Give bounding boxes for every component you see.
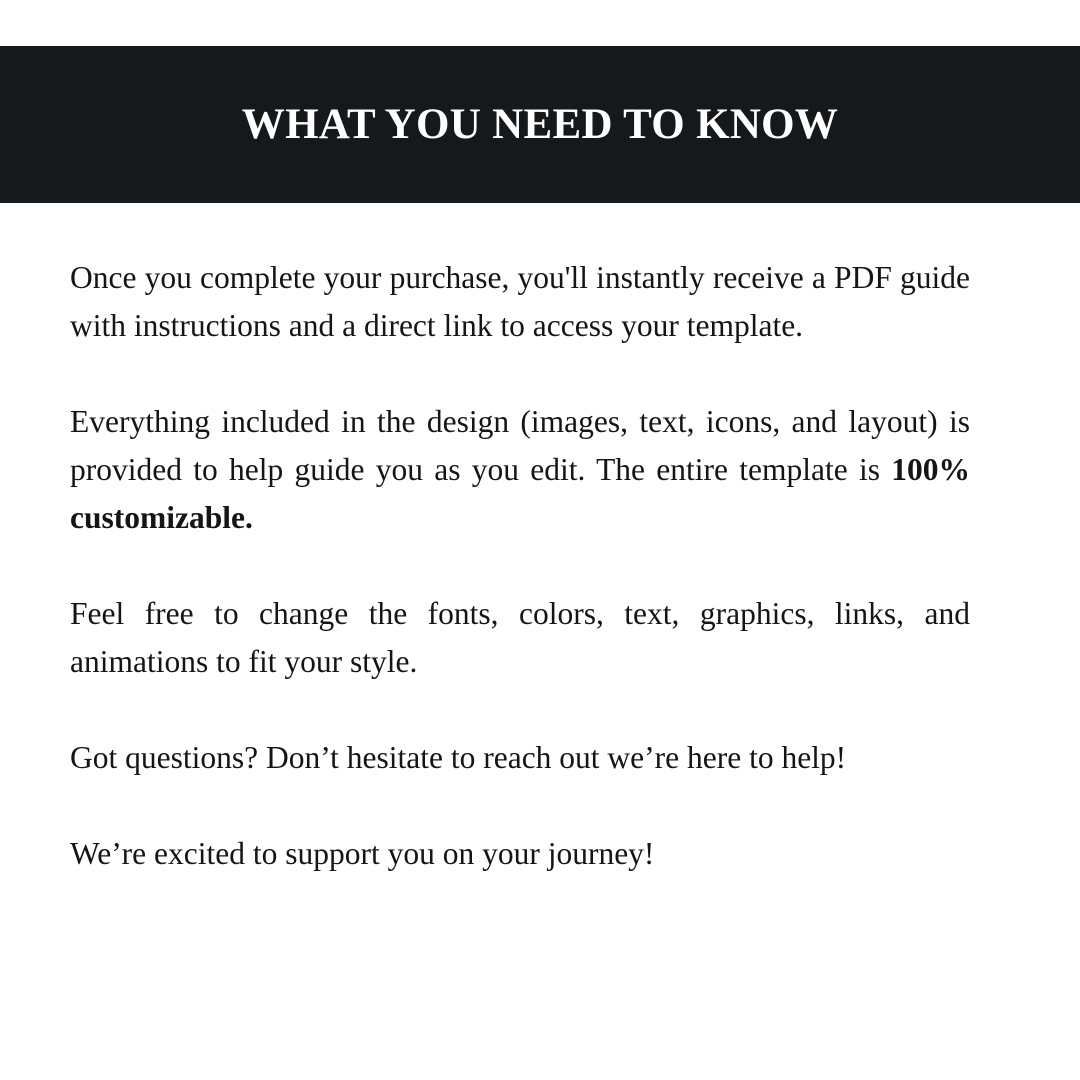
customizable-emphasis: 100% customizable. [70,452,970,535]
page-title: WHAT YOU NEED TO KNOW [241,101,839,148]
paragraph-closing: We’re excited to support you on your journey! [70,836,655,871]
paragraph-purchase-info: Once you complete your purchase, you'll instantly receive a PDF guide with instructions and a direct link to access your template. [70,260,970,343]
header-band [0,46,1080,203]
paragraph-questions: Got questions? Don’t hesitate to reach out we’re here to help! [70,740,847,775]
content-body [70,254,970,926]
paragraph-customization-text: Everything included in the design (images, text, icons, and layout) is provided to help guide you as you edit. The entire template is [70,404,970,487]
paragraph-customization [70,398,970,542]
paragraph-style-freedom: Feel free to change the fonts, colors, text, graphics, links, and animations to fit your style. [70,596,970,679]
